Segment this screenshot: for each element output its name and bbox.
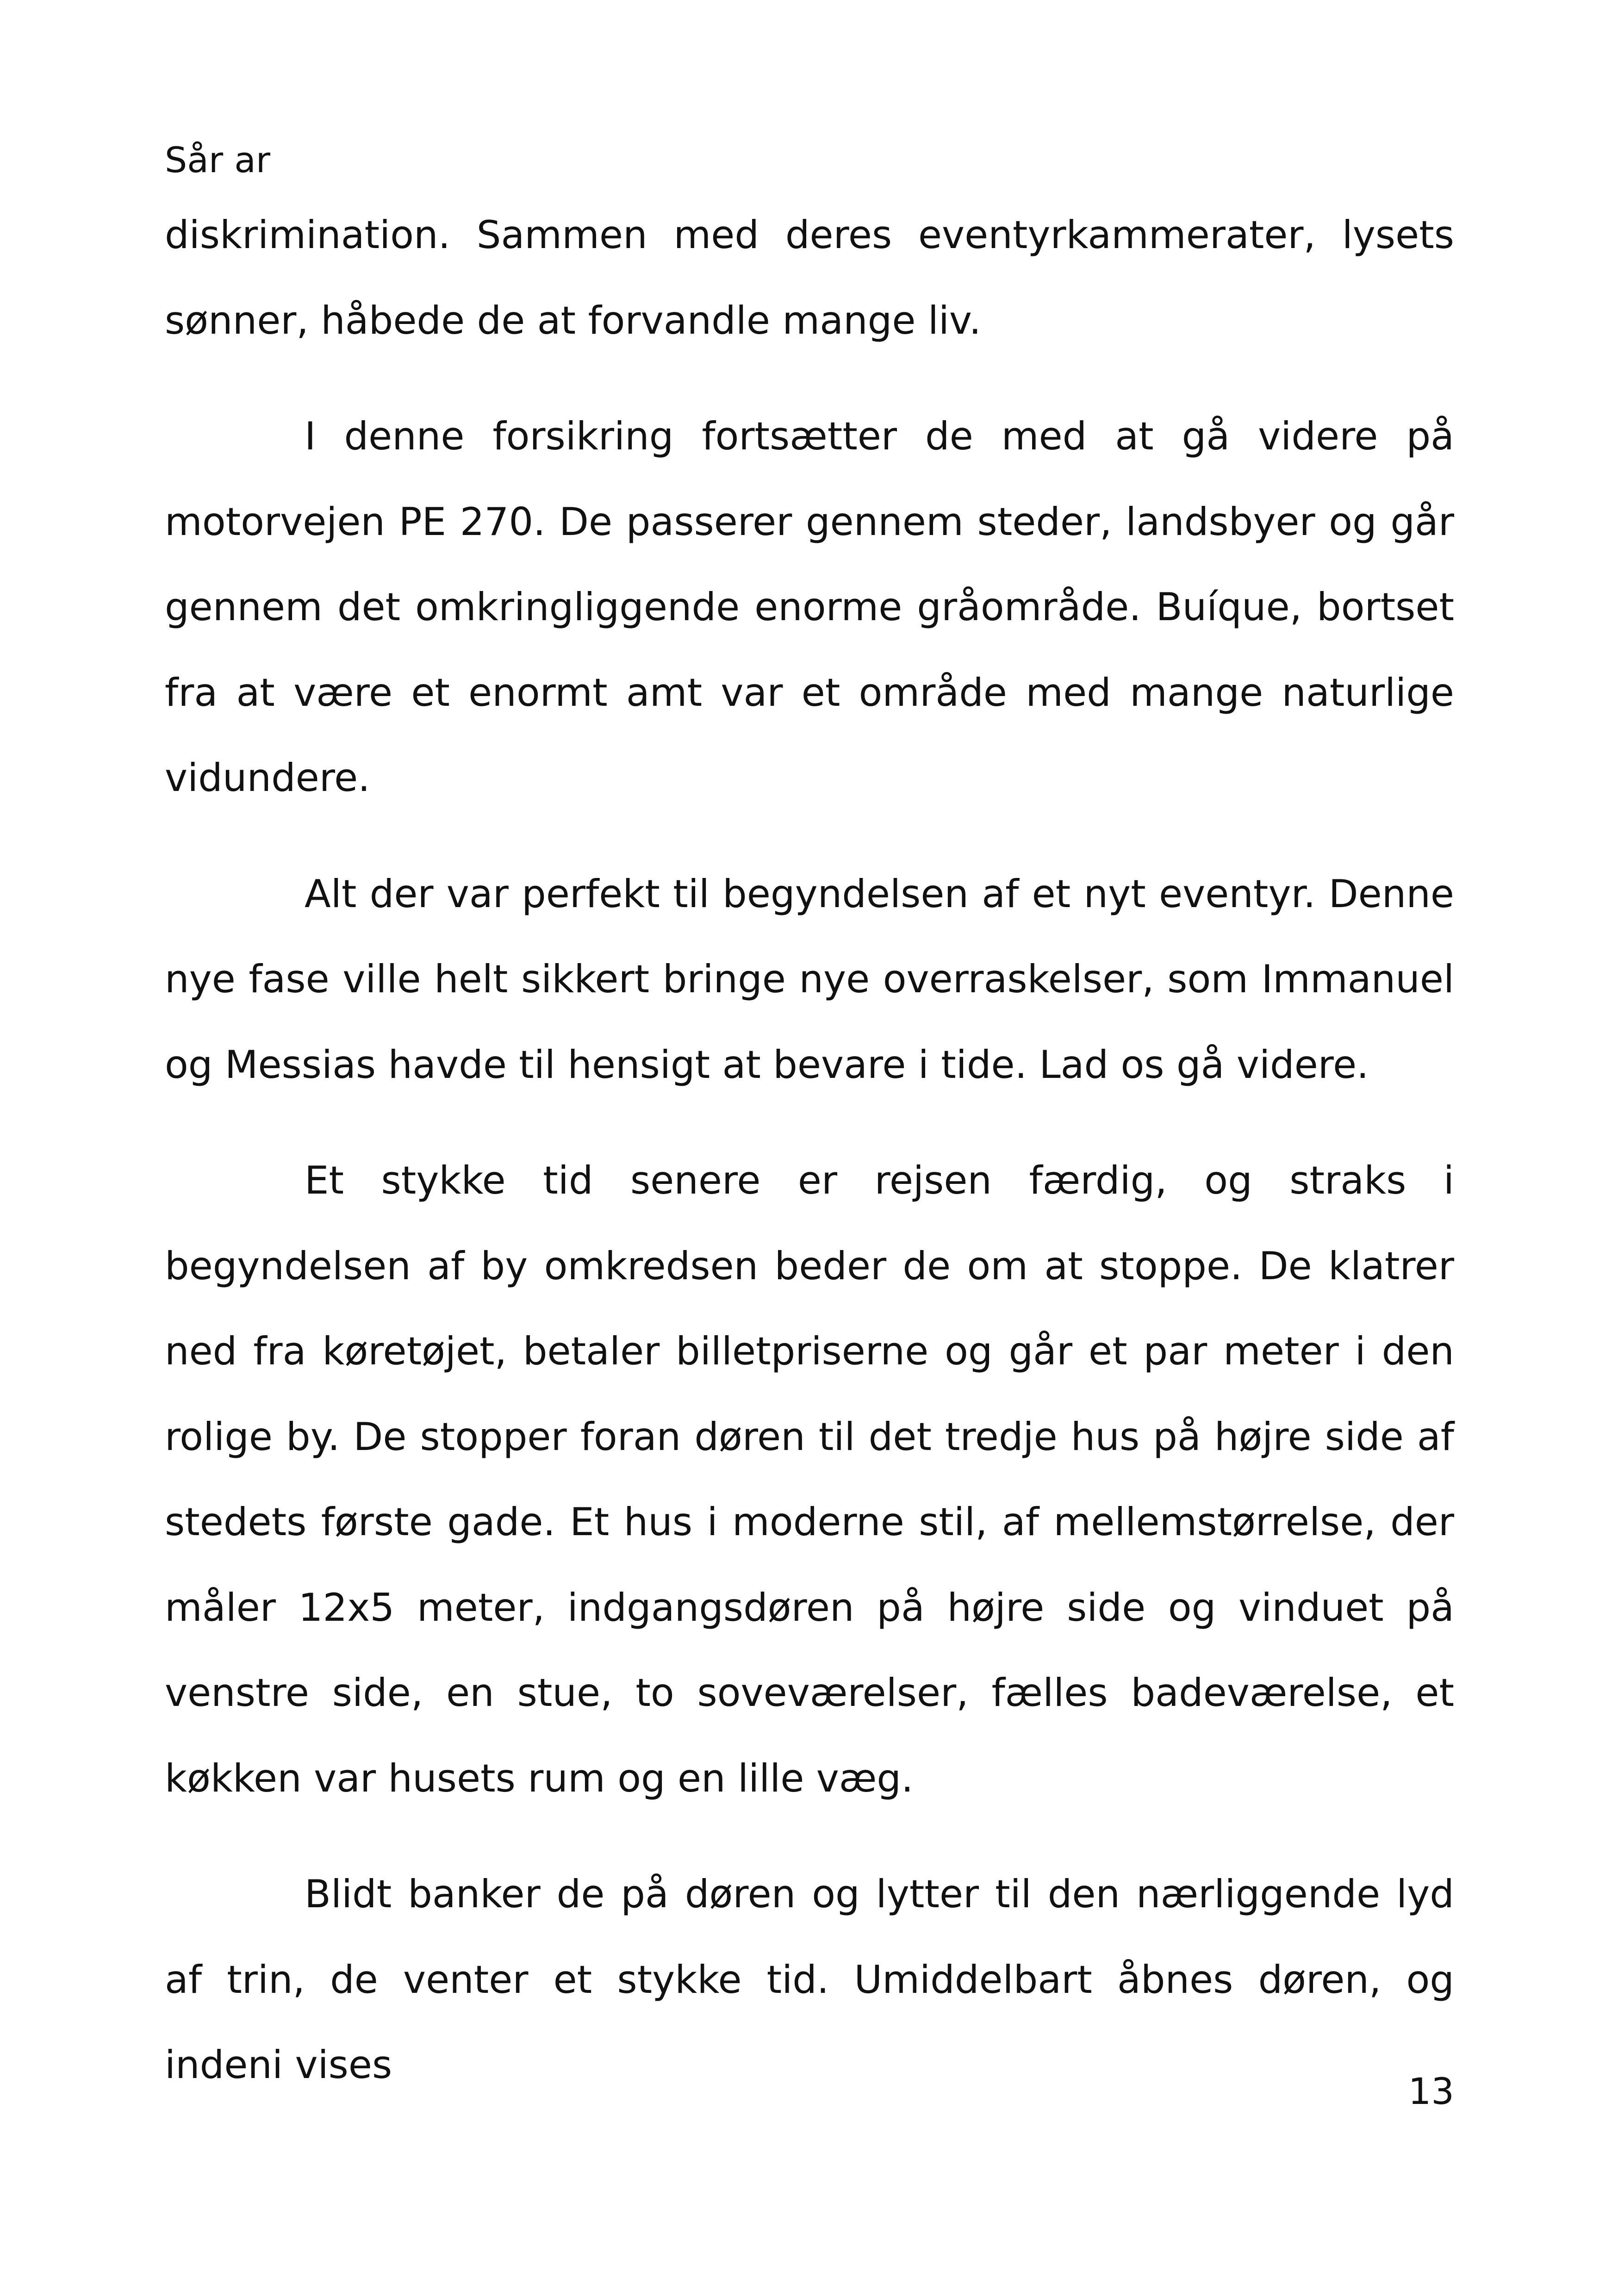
paragraph-continuation: diskrimination. Sammen med deres eventyrkammerater, lysets sønner, håbede de at forvandle mange liv. — [165, 212, 1454, 343]
paragraph: Alt der var perfekt til begyndelsen af et nyt eventyr. Denne nye fase ville helt sikkert bringe nye overraskelser, som Immanuel og Messias havde til hensigt at bevare i tide. Lad os gå videre. — [165, 871, 1454, 1087]
paragraph: Blidt banker de på døren og lytter til den nærliggende lyd af trin, de venter et stykke tid. Umiddelbart åbnes døren, og indeni vises — [165, 1872, 1454, 2087]
paragraph: Et stykke tid senere er rejsen færdig, og straks i begyndelsen af by omkredsen beder de om at stoppe. De klatrer ned fra køretøjet, betaler billetpriserne og går et par meter i den rolige by. De stopper foran døren til det tredje hus på højre side af stedets første gade. Et hus i moderne stil, af mellemstørrelse, der måler 12x5 meter, indgangsdøren på højre side og vinduet på venstre side, en stue, to soveværelser, fælles badeværelse, et køkken var husets rum og en lille væg. — [165, 1158, 1454, 1801]
running-header: Sår ar — [165, 139, 271, 180]
paragraph: I denne forsikring fortsætter de med at gå videre på motorvejen PE 270. De passerer gennem steder, landsbyer og går gennem det omkringliggende enorme gråområde. Buíque, bortset fra at være et enormt amt var et område med mange naturlige vidundere. — [165, 414, 1454, 800]
body-text — [165, 193, 1454, 2139]
page-number: 13 — [1408, 2071, 1454, 2113]
